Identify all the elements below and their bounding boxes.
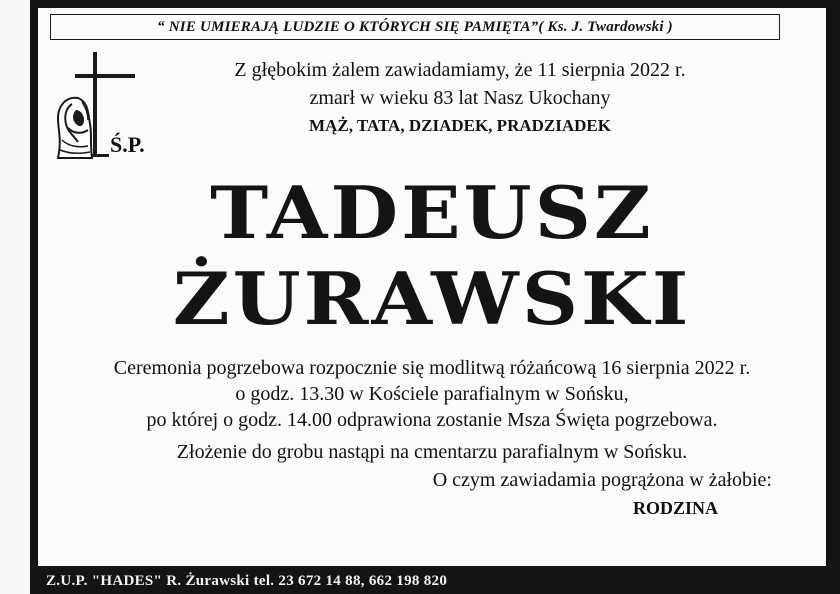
burial-info: Złożenie do grobu nastąpi na cmentarzu parafialnym w Sońsku. xyxy=(176,441,688,463)
frame-right xyxy=(826,0,840,580)
ceremony-line-3: po której o godz. 14.00 odprawiona zostanie Msza Święta pogrzebowa. xyxy=(146,409,718,431)
family-signature: RODZINA xyxy=(632,498,718,518)
funeral-home-footer: Z.U.P. "HADES" R. Żurawski tel. 23 672 14 88, 662 198 820 xyxy=(46,573,448,589)
family-relations: MĄŻ, TATA, DZIADEK, PRADZIADEK xyxy=(309,116,611,135)
deceased-last-name: ŻURAWSKI xyxy=(172,257,692,342)
frame-top xyxy=(30,0,840,8)
announcement-line-2: zmarł w wieku 83 lat Nasz Ukochany xyxy=(309,87,611,109)
sp-label: Ś.P. xyxy=(110,132,145,157)
quote-text: “ NIE UMIERAJĄ LUDZIE O KTÓRYCH SIĘ PAMIĘTA”( Ks. J. Twardowski ) xyxy=(157,19,673,35)
ceremony-line-1: Ceremonia pogrzebowa rozpocznie się modlitwą różańcową 16 sierpnia 2022 r. xyxy=(113,357,751,379)
frame-left xyxy=(30,0,38,580)
notification-line: O czym zawiadamia pogrążona w żałobie: xyxy=(432,469,772,491)
quote-box xyxy=(50,14,780,40)
ceremony-line-2: o godz. 13.30 w Kościele parafialnym w Sońsku, xyxy=(235,383,629,405)
announcement-line-1: Z głębokim żalem zawiadamiamy, że 11 sierpnia 2022 r. xyxy=(234,59,686,81)
deceased-first-name: TADEUSZ xyxy=(210,171,654,256)
